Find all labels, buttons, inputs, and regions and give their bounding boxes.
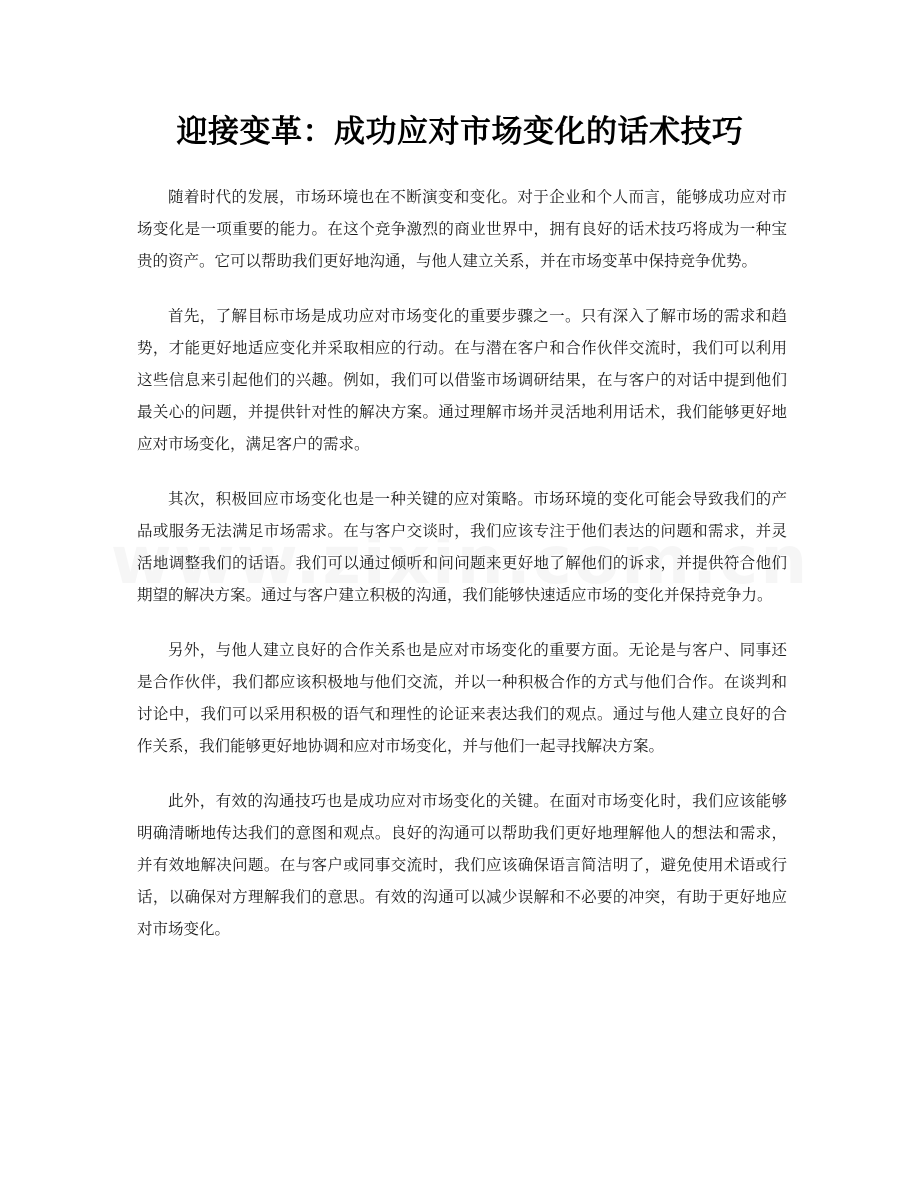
document-title: 迎接变革：成功应对市场变化的话术技巧 bbox=[176, 114, 744, 150]
paragraph-1: 随着时代的发展，市场环境也在不断演变和变化。对于企业和个人而言，能够成功应对市场变化是一项重要的能力。在这个竞争激烈的商业世界中，拥有良好的话术技巧将成为一种宝贵的资产。它可以帮助我们更好地沟通，与他人建立关系，并在市场变革中保持竞争优势。 bbox=[137, 188, 787, 270]
paragraph-5: 此外，有效的沟通技巧也是成功应对市场变化的关键。在面对市场变化时，我们应该能够明确清晰地传达我们的意图和观点。良好的沟通可以帮助我们更好地理解他人的想法和需求，并有效地解决问题。在与客户或同事交流时，我们应该确保语言简洁明了，避免使用术语或行话，以确保对方理解我们的意思。有效的沟通可以减少误解和不必要的冲突，有助于更好地应对市场变化。 bbox=[137, 792, 787, 938]
paragraph-2: 首先，了解目标市场是成功应对市场变化的重要步骤之一。只有深入了解市场的需求和趋势，才能更好地适应变化并采取相应的行动。在与潜在客户和合作伙伴交流时，我们可以利用这些信息来引起他们的兴趣。例如，我们可以借鉴市场调研结果，在与客户的对话中提到他们最关心的问题，并提供针对性的解决方案。通过理解市场并灵活地利用话术，我们能够更好地应对市场变化，满足客户的需求。 bbox=[137, 307, 787, 453]
paragraph-4: 另外，与他人建立良好的合作关系也是应对市场变化的重要方面。无论是与客户、同事还是合作伙伴，我们都应该积极地与他们交流，并以一种积极合作的方式与他们合作。在谈判和讨论中，我们可以采用积极的语气和理性的论证来表达我们的观点。通过与他人建立良好的合作关系，我们能够更好地协调和应对市场变化，并与他们一起寻找解决方案。 bbox=[137, 641, 787, 755]
document-body bbox=[137, 181, 787, 968]
paragraph-3: 其次，积极回应市场变化也是一种关键的应对策略。市场环境的变化可能会导致我们的产品或服务无法满足市场需求。在与客户交谈时，我们应该专注于他们表达的问题和需求，并灵活地调整我们的话语。我们可以通过倾听和问问题来更好地了解他们的诉求，并提供符合他们期望的解决方案。通过与客户建立积极的沟通，我们能够快速适应市场的变化并保持竞争力。 bbox=[137, 490, 787, 604]
